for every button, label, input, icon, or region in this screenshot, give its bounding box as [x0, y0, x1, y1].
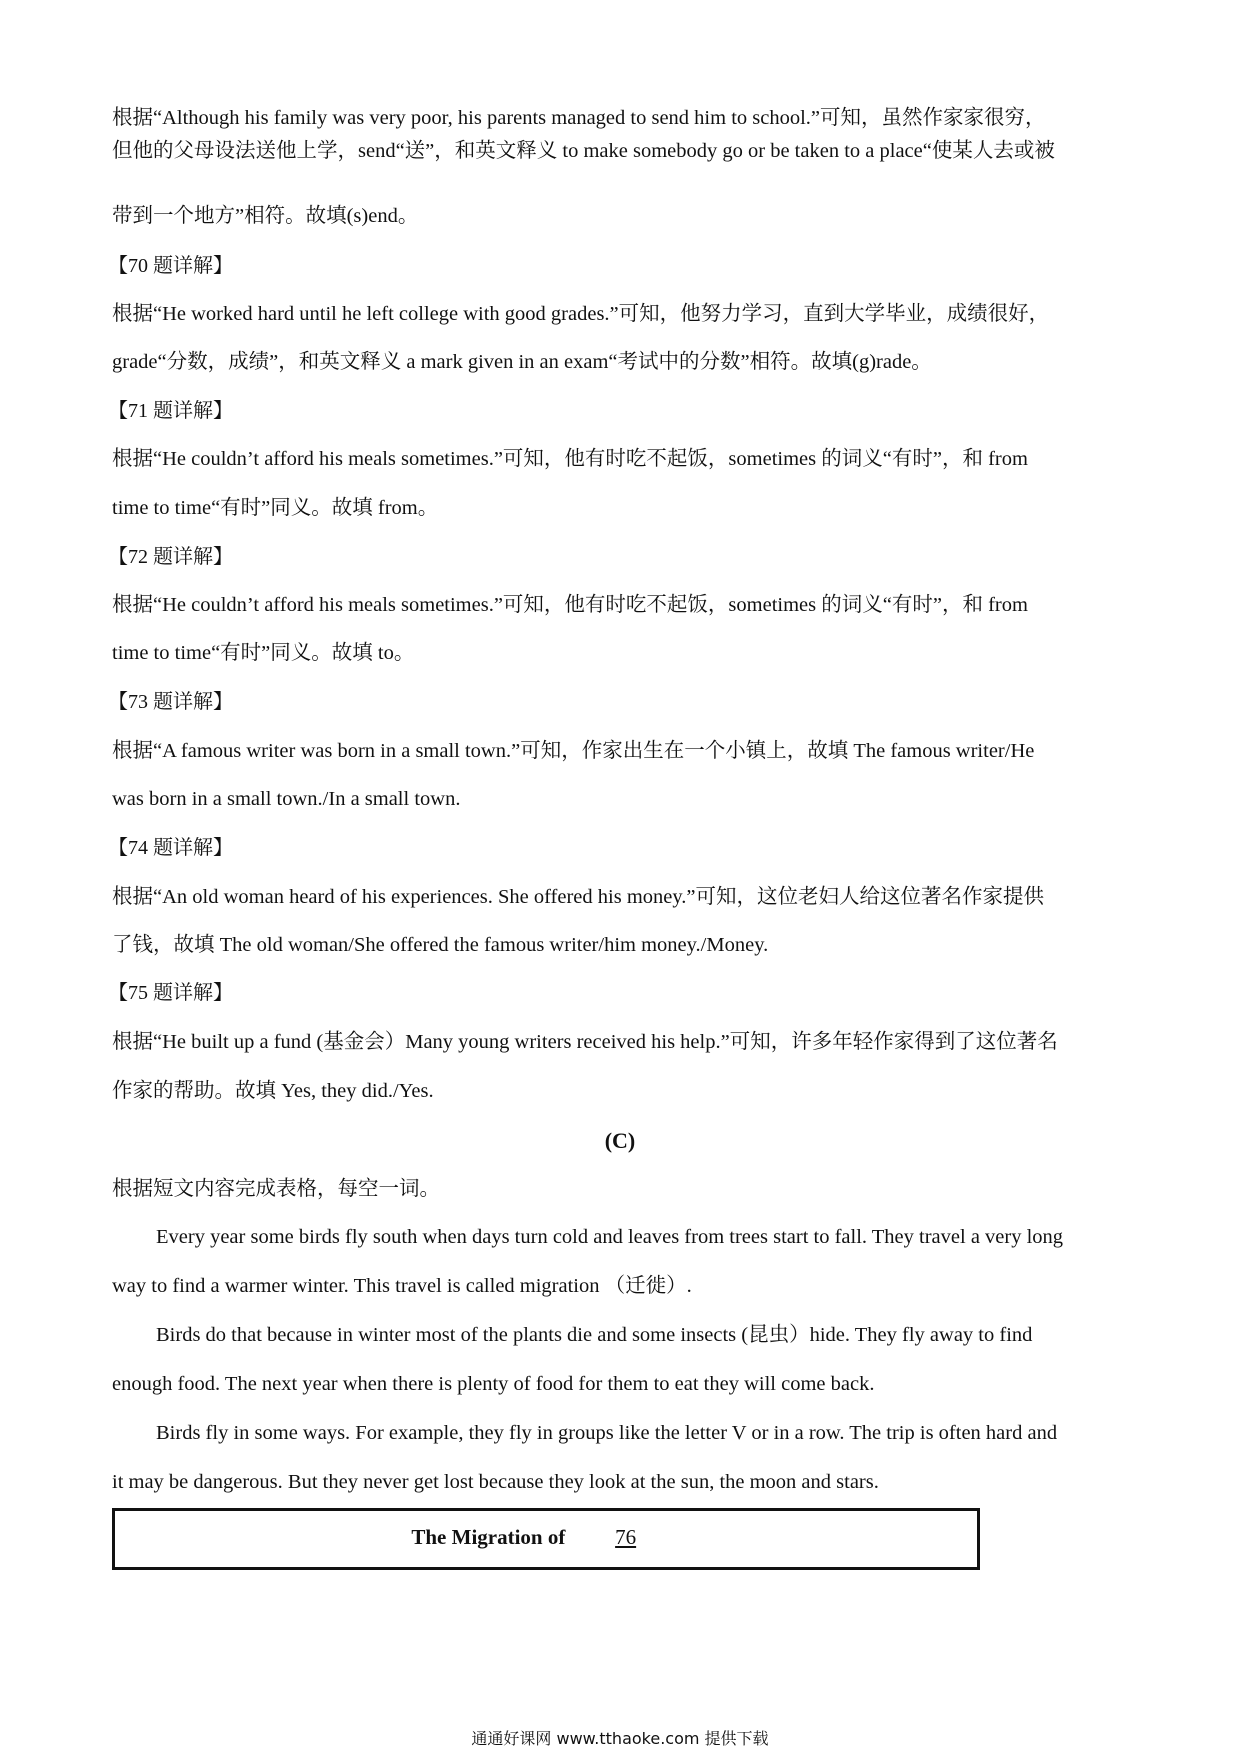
passage-line: enough food. The next year when there is plenty of food for them to eat they will come back. — [112, 1373, 875, 1395]
answer-text-line: 作家的帮助。故填 Yes, they did./Yes. — [112, 1080, 434, 1102]
migration-table — [112, 1508, 980, 1570]
passage-line: Birds do that because in winter most of the plants die and some insects (昆虫）hide. They fly away to find — [156, 1324, 1033, 1346]
answer-text-line: 了钱，故填 The old woman/She offered the famous writer/him money./Money. — [112, 934, 769, 956]
answer-text-line: 但他的父母设法送他上学，send“送”，和英文释义 to make somebody go or be taken to a place“使某人去或被 — [112, 140, 1055, 162]
question-header-73: 【73 题详解】 — [108, 691, 233, 713]
table-title — [115, 1525, 977, 1550]
answer-text-line: time to time“有时”同义。故填 to。 — [112, 642, 415, 664]
question-header-72: 【72 题详解】 — [108, 546, 233, 568]
answer-text-line: 根据“He worked hard until he left college with good grades.”可知，他努力学习，直到大学毕业，成绩很好， — [112, 303, 1050, 325]
question-header-70: 【70 题详解】 — [108, 255, 233, 277]
section-title: (C) — [604, 1128, 636, 1153]
question-header-71: 【71 题详解】 — [108, 400, 233, 422]
passage-line: it may be dangerous. But they never get lost because they look at the sun, the moon and stars. — [112, 1471, 879, 1493]
blank-76[interactable]: 76 — [615, 1525, 637, 1549]
answer-text-line: 根据“Although his family was very poor, his parents managed to send him to school.”可知，虽然作家家很穷， — [112, 107, 1046, 129]
answer-text-line: 根据“An old woman heard of his experiences. She offered his money.”可知，这位老妇人给这位著名作家提供 — [112, 886, 1045, 908]
answer-text-line: 根据“He couldn’t afford his meals sometimes.”可知，他有时吃不起饭，sometimes 的词义“有时”，和 from — [112, 594, 1028, 616]
answer-text-line: 根据“He built up a fund (基金会）Many young writers received his help.”可知，许多年轻作家得到了这位著名 — [112, 1031, 1058, 1053]
page-footer: 通通好课网 www.tthaoke.com 提供下载 — [471, 1729, 769, 1748]
passage-line: Every year some birds fly south when days turn cold and leaves from trees start to fall. They travel a very long — [156, 1226, 1064, 1248]
passage-line: Birds fly in some ways. For example, they fly in groups like the letter V or in a row. The trip is often hard and — [156, 1422, 1058, 1444]
answer-text-line: time to time“有时”同义。故填 from。 — [112, 497, 439, 519]
instruction-text: 根据短文内容完成表格，每空一词。 — [112, 1178, 440, 1200]
question-header-74: 【74 题详解】 — [108, 837, 233, 859]
answer-text-line: 根据“A famous writer was born in a small town.”可知，作家出生在一个小镇上，故填 The famous writer/He — [112, 740, 1035, 762]
answer-text-line: grade“分数，成绩”，和英文释义 a mark given in an exam“考试中的分数”相符。故填(g)rade。 — [112, 351, 932, 373]
passage-line: way to find a warmer winter. This travel is called migration （迁徙）. — [112, 1275, 692, 1297]
table-title-text: The Migration of — [411, 1525, 566, 1549]
question-header-75: 【75 题详解】 — [108, 982, 233, 1004]
answer-text-line: was born in a small town./In a small town. — [112, 788, 461, 810]
answer-text-line: 根据“He couldn’t afford his meals sometimes.”可知，他有时吃不起饭，sometimes 的词义“有时”，和 from — [112, 448, 1028, 470]
answer-text-line: 带到一个地方”相符。故填(s)end。 — [112, 205, 419, 227]
